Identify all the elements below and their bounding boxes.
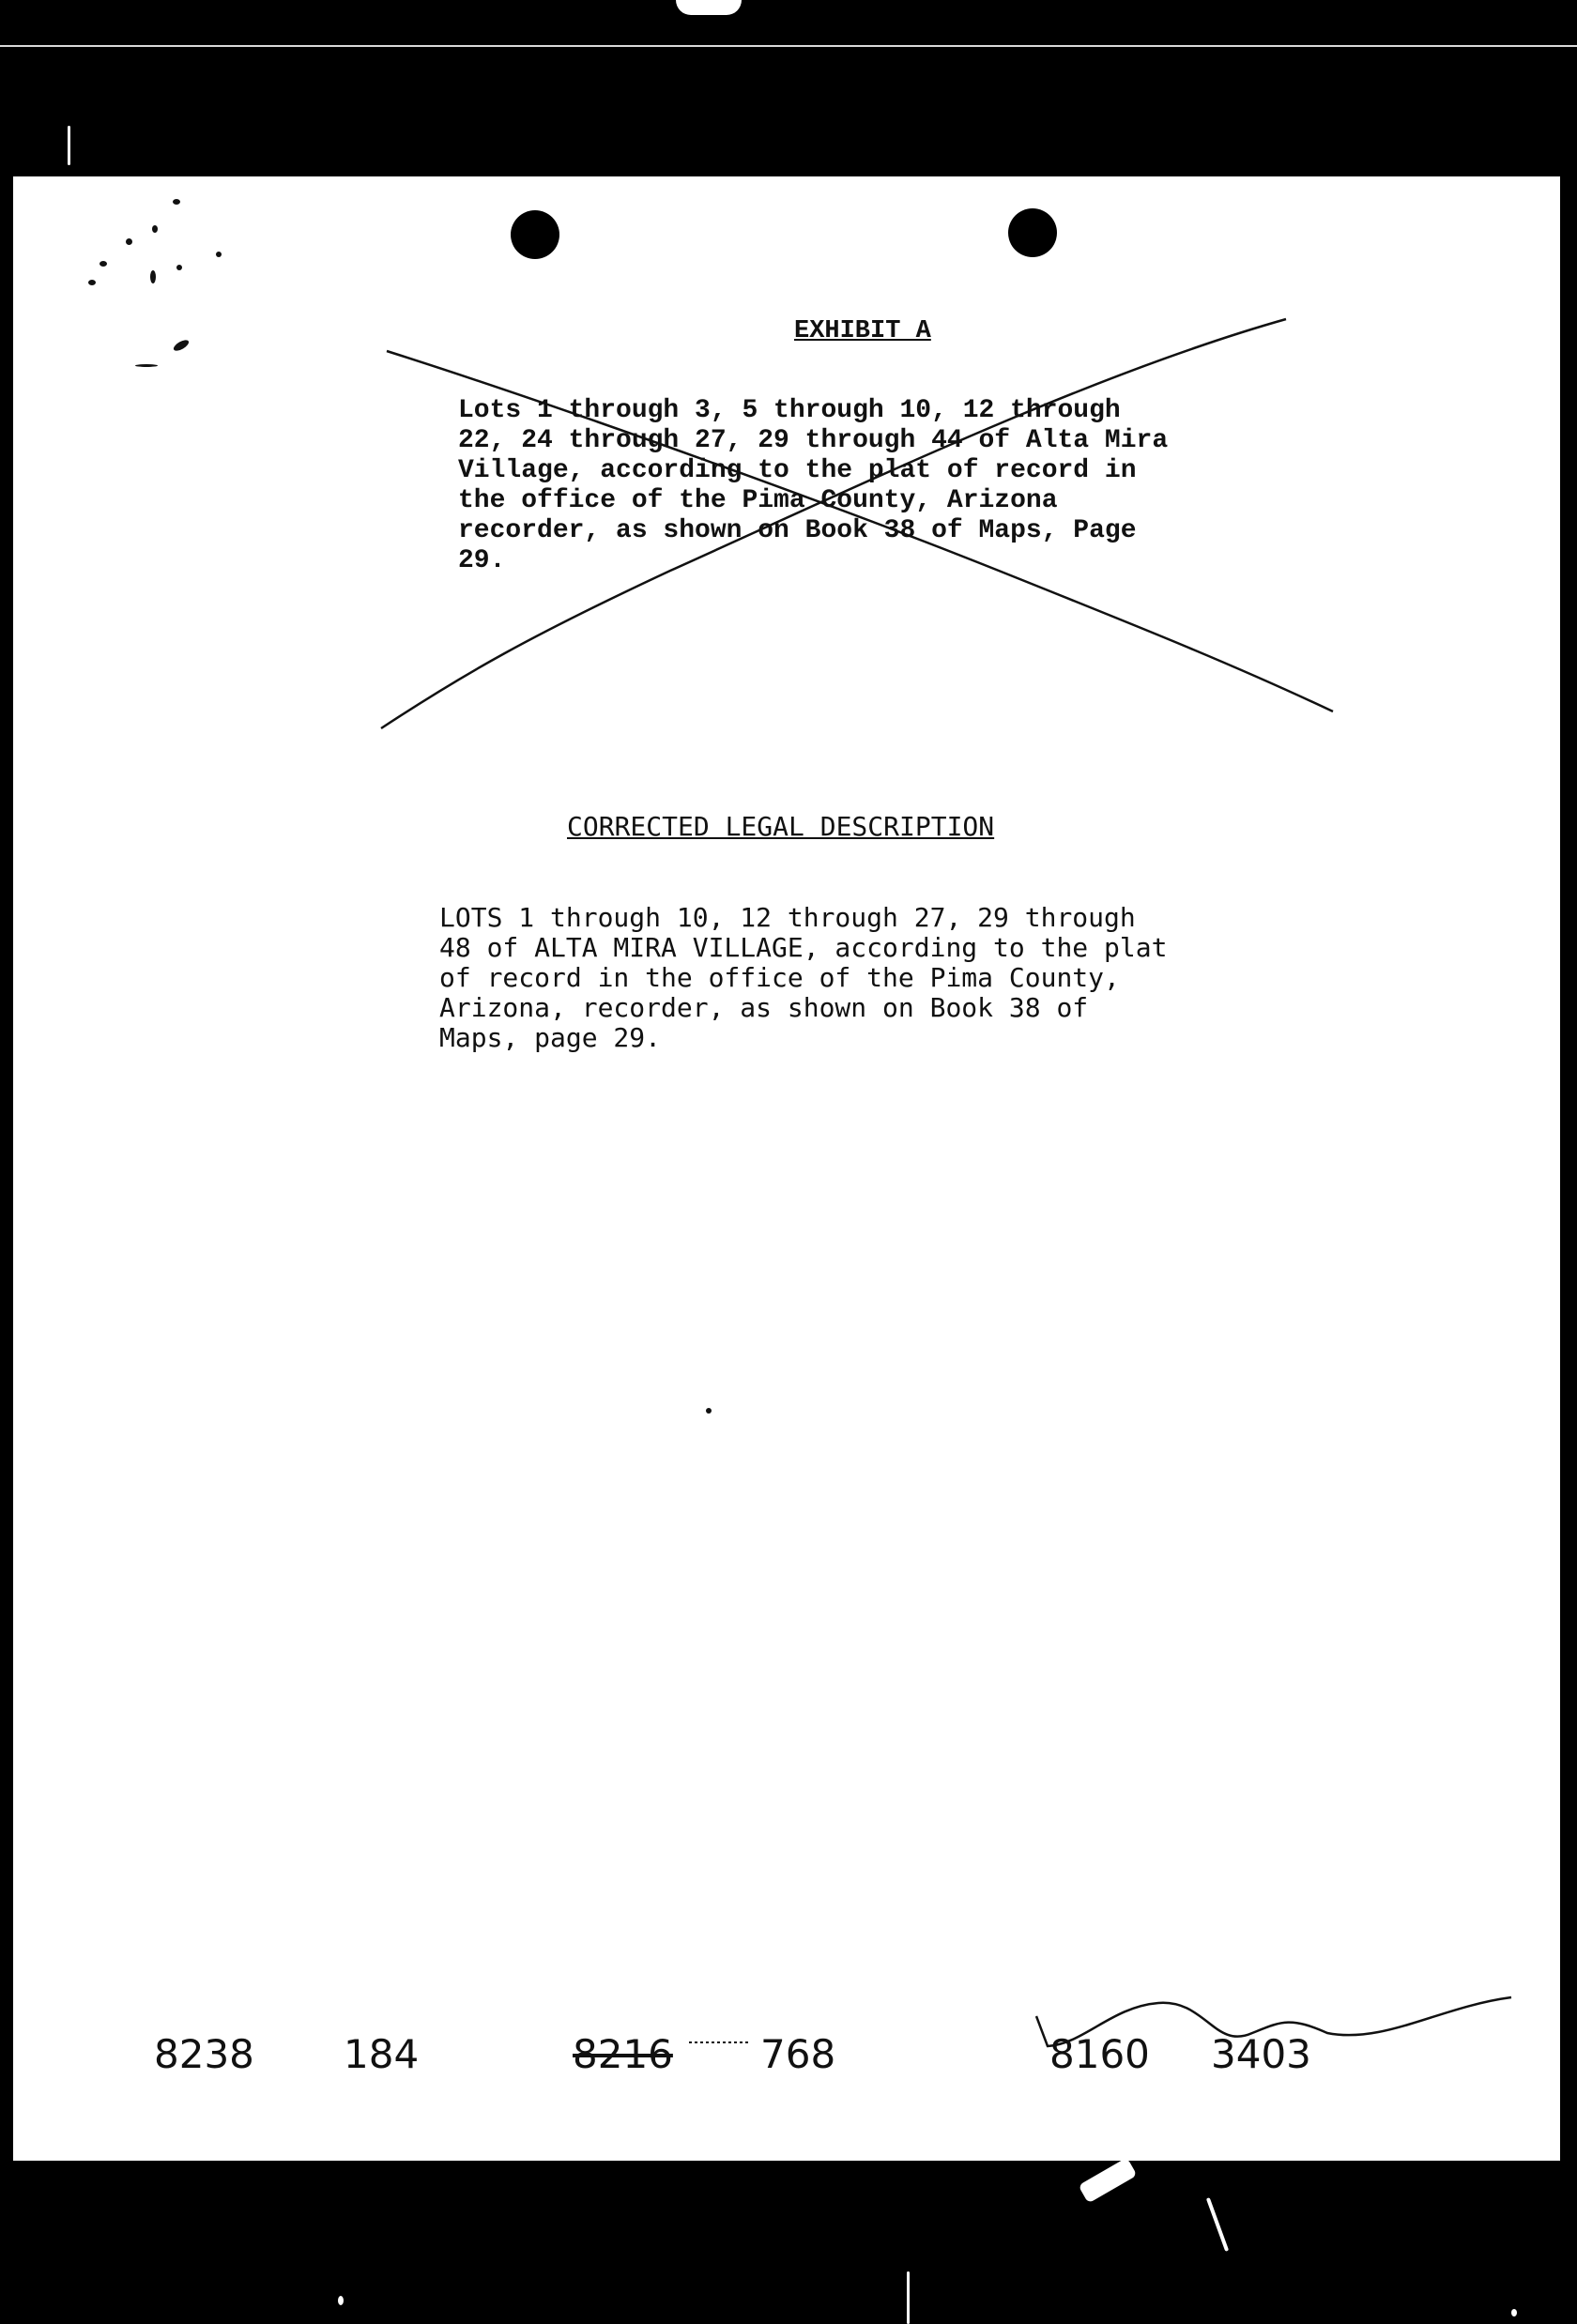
scan-noise [676,0,742,15]
footer-ref-number: 8238 [154,2031,254,2077]
corrected-line: Maps, page 29. [439,1022,662,1053]
exhibit-legal-text [458,396,1303,576]
speck [706,1408,712,1414]
speck [88,280,96,285]
scan-noise [1511,2309,1517,2316]
exhibit-line: recorder, as shown on Book 38 of Maps, Page [458,516,1137,545]
corrected-title: CORRECTED LEGAL DESCRIPTION [567,811,995,842]
speck [172,338,191,353]
exhibit-line: Village, according to the plat of record in [458,456,1137,485]
scan-noise [1206,2197,1229,2252]
speck [216,252,222,257]
exhibit-line: 29. [458,546,506,575]
corrected-line: 48 of ALTA MIRA VILLAGE, according to the plat [439,932,1168,963]
speck [152,225,158,233]
punch-hole-left [511,210,559,259]
exhibit-title: EXHIBIT A [794,317,931,345]
footer-ref-number: 8160 [1049,2031,1150,2077]
speck [126,238,132,245]
corrected-line: Arizona, recorder, as shown on Book 38 of [439,992,1089,1023]
scan-noise [907,2271,910,2324]
speck [173,199,180,205]
speck [176,265,182,270]
scan-noise [0,45,1577,47]
speck [100,261,107,267]
speck [135,364,158,367]
footer-ref-number: 3403 [1211,2031,1311,2077]
exhibit-line: 22, 24 through 27, 29 through 44 of Alta Mira [458,426,1169,455]
corrected-line: of record in the office of the Pima County, [439,962,1120,993]
strike-out-cross [13,176,1560,1021]
exhibit-line: Lots 1 through 3, 5 through 10, 12 through [458,396,1121,425]
corrected-line: LOTS 1 through 10, 12 through 27, 29 through [439,902,1136,933]
scan-noise [338,2296,344,2305]
scan-noise [68,126,70,165]
footer-ref-number: 184 [344,2031,420,2077]
corrected-legal-text [439,903,1359,1053]
exhibit-line: the office of the Pima County, Arizona [458,486,1058,515]
punch-hole-right [1008,208,1057,257]
scan-noise [1079,2157,1138,2203]
footer-ref-number: 8216 [573,2031,673,2077]
document-page [13,176,1560,2161]
footer-ref-number: 768 [760,2031,836,2077]
speck [150,270,156,283]
